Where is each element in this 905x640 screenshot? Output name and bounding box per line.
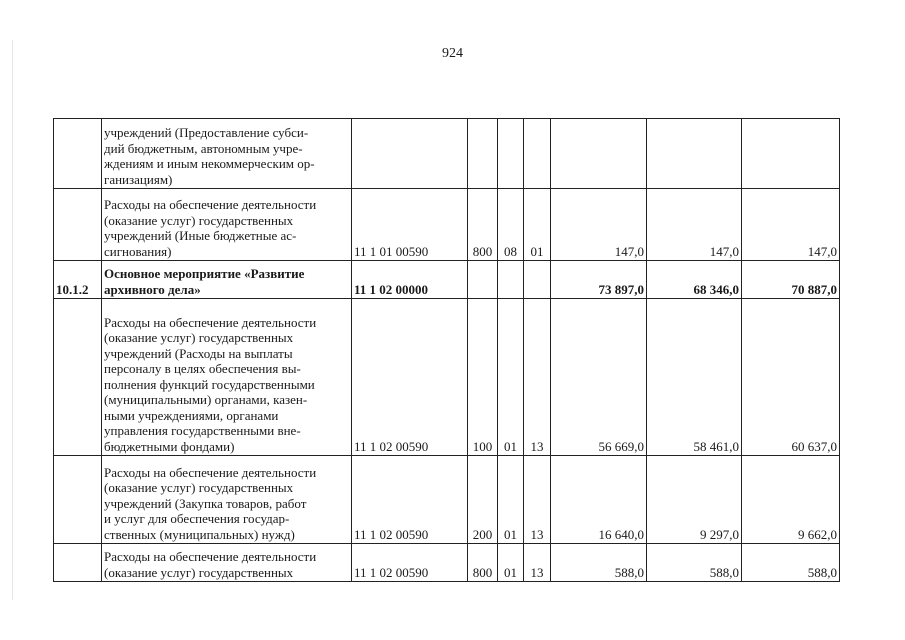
- expense-type-code: [468, 261, 498, 299]
- subsection-code: [524, 119, 551, 189]
- expense-type-code: 200: [468, 456, 498, 544]
- row-description: Расходы на обеспечение деятельности (оказание услуг) государственных: [102, 544, 352, 582]
- page-number: 924: [442, 46, 463, 61]
- subsection-code: 13: [524, 544, 551, 582]
- expense-type-code: [468, 119, 498, 189]
- section-code: 01: [498, 544, 524, 582]
- row-number: [54, 189, 102, 261]
- amount-year-2: 588,0: [647, 544, 742, 582]
- table-row: [54, 119, 840, 189]
- section-code: 01: [498, 299, 524, 456]
- target-article-code: 11 1 02 00590: [352, 299, 468, 456]
- amount-year-1: 73 897,0: [551, 261, 647, 299]
- row-description: Основное мероприятие «Развитие архивного дела»: [102, 261, 352, 299]
- section-code: [498, 261, 524, 299]
- row-description: учреждений (Предоставление субси- дий бюджетным, автономным учре- ждениям и иным некоммерческим ор- ганизациям): [102, 119, 352, 189]
- amount-year-1: 588,0: [551, 544, 647, 582]
- row-number: [54, 456, 102, 544]
- subsection-code: 13: [524, 456, 551, 544]
- amount-year-3: 9 662,0: [742, 456, 840, 544]
- amount-year-3: 70 887,0: [742, 261, 840, 299]
- subsection-code: [524, 261, 551, 299]
- target-article-code: [352, 119, 468, 189]
- row-description: Расходы на обеспечение деятельности (оказание услуг) государственных учреждений (Расходы на выплаты персоналу в целях обеспечения вы- полнения функций государственными (муниципальными) органами, казен- ными учреждениями, органами управления государственными вне- бюджетными фондами): [102, 299, 352, 456]
- expense-type-code: 800: [468, 544, 498, 582]
- target-article-code: 11 1 02 00590: [352, 456, 468, 544]
- amount-year-2: 9 297,0: [647, 456, 742, 544]
- target-article-code: 11 1 02 00590: [352, 544, 468, 582]
- row-number: [54, 299, 102, 456]
- table-row: [54, 261, 840, 299]
- amount-year-2: 147,0: [647, 189, 742, 261]
- amount-year-2: [647, 119, 742, 189]
- section-code: [498, 119, 524, 189]
- amount-year-1: 147,0: [551, 189, 647, 261]
- table-row: [54, 544, 840, 582]
- amount-year-1: 56 669,0: [551, 299, 647, 456]
- amount-year-3: 60 637,0: [742, 299, 840, 456]
- row-number: [54, 119, 102, 189]
- target-article-code: 11 1 02 00000: [352, 261, 468, 299]
- amount-year-3: 588,0: [742, 544, 840, 582]
- row-number: [54, 544, 102, 582]
- table-row: [54, 299, 840, 456]
- target-article-code: 11 1 01 00590: [352, 189, 468, 261]
- table-row: [54, 456, 840, 544]
- expense-type-code: 800: [468, 189, 498, 261]
- table-row: [54, 189, 840, 261]
- amount-year-3: [742, 119, 840, 189]
- amount-year-1: [551, 119, 647, 189]
- scan-edge: [12, 40, 13, 600]
- row-number: 10.1.2: [54, 261, 102, 299]
- section-code: 01: [498, 456, 524, 544]
- section-code: 08: [498, 189, 524, 261]
- amount-year-3: 147,0: [742, 189, 840, 261]
- expense-type-code: 100: [468, 299, 498, 456]
- amount-year-1: 16 640,0: [551, 456, 647, 544]
- subsection-code: 13: [524, 299, 551, 456]
- budget-table: [53, 118, 840, 582]
- amount-year-2: 68 346,0: [647, 261, 742, 299]
- row-description: Расходы на обеспечение деятельности (оказание услуг) государственных учреждений (Иные бюджетные ас- сигнования): [102, 189, 352, 261]
- amount-year-2: 58 461,0: [647, 299, 742, 456]
- row-description: Расходы на обеспечение деятельности (оказание услуг) государственных учреждений (Закупка товаров, работ и услуг для обеспечения государ- ственных (муниципальных) нужд): [102, 456, 352, 544]
- subsection-code: 01: [524, 189, 551, 261]
